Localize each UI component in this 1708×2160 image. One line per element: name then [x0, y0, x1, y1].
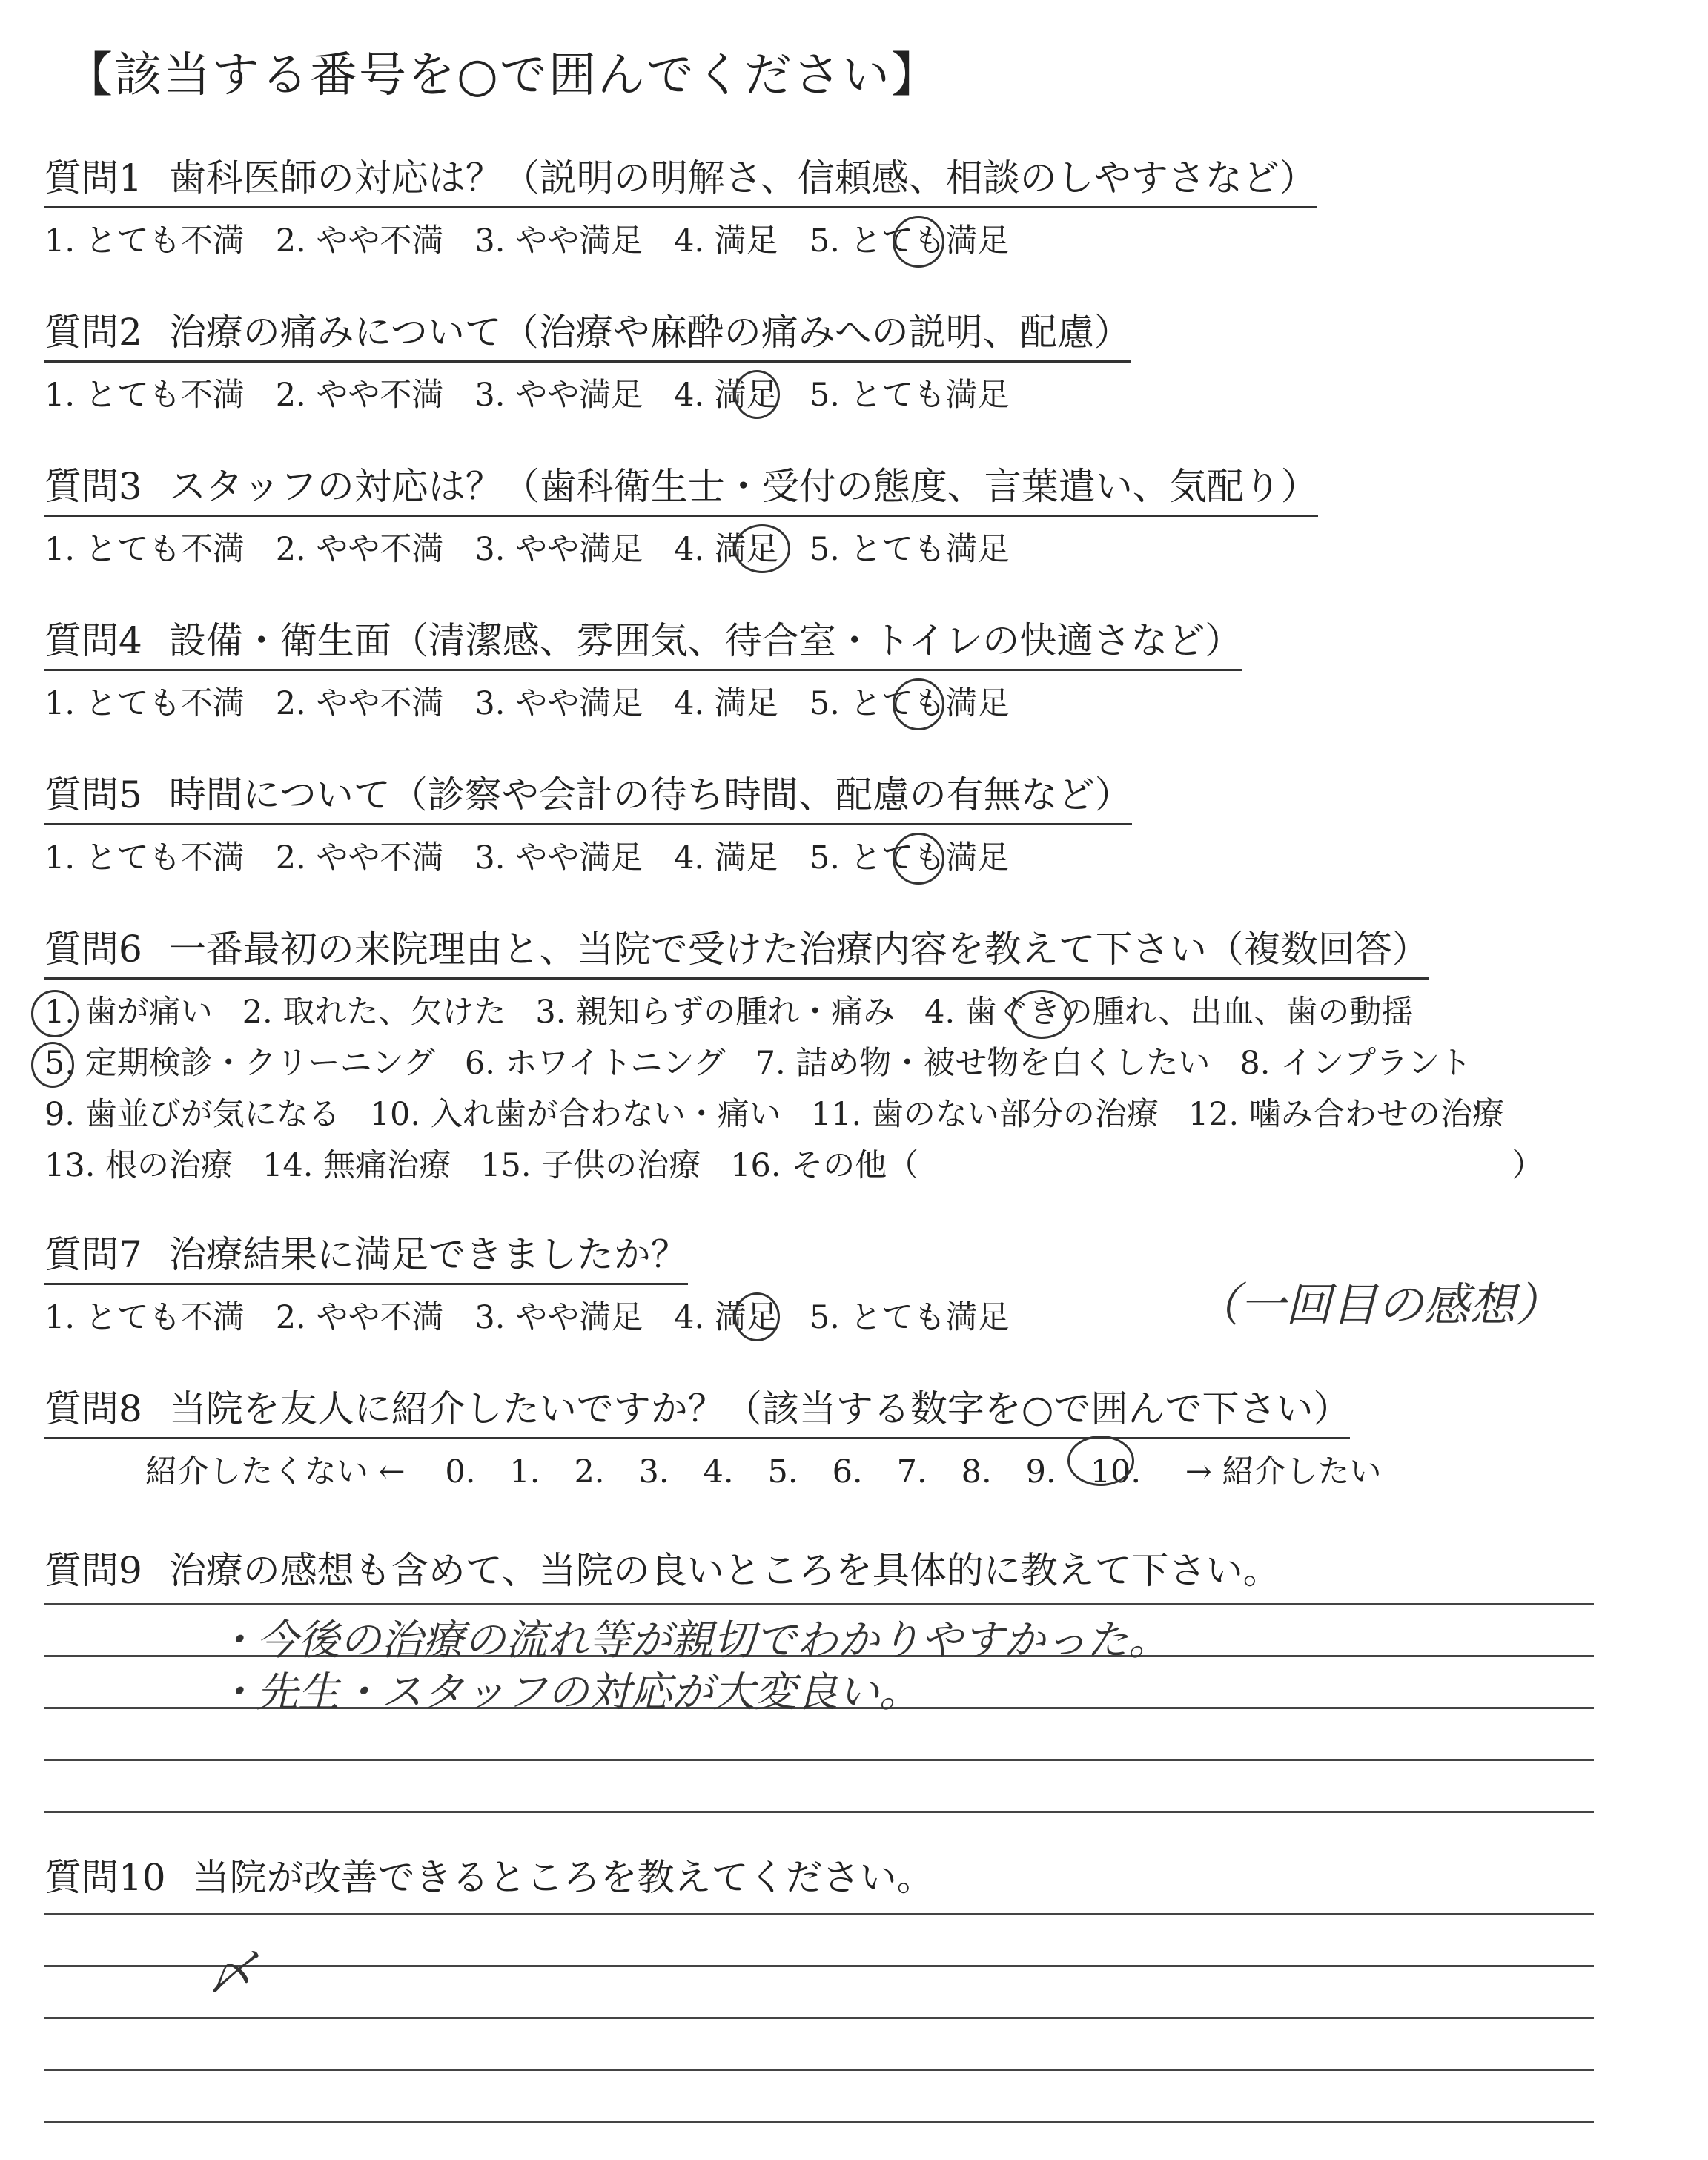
option-3[interactable]: 3. やや満足 [474, 531, 643, 568]
question-text: 当院が改善できるところを教えてください。 [192, 1856, 934, 1899]
scale-left-label: 紹介したくない ← [145, 1453, 406, 1490]
option-3[interactable]: 3. やや満足 [474, 1299, 643, 1336]
question-number: 質問3 [44, 465, 142, 508]
option-5[interactable]: 5. とても満足 [809, 839, 1010, 876]
option-1[interactable]: 1. とても不満 [44, 685, 245, 722]
option-4[interactable]: 4. 満足 [674, 531, 778, 568]
answer-line [44, 1913, 1594, 1915]
question-6 [44, 919, 1543, 1192]
question-number: 質問8 [44, 1387, 142, 1430]
answer-line [44, 1603, 1594, 1605]
answer-line [44, 1965, 1594, 1967]
answer-circle-mark [734, 1292, 780, 1341]
question-3 [44, 457, 1318, 569]
question-text: スタッフの対応は？（歯科衛生士・受付の態度、言葉遣い、気配り） [168, 465, 1318, 508]
option-2[interactable]: 2. やや不満 [275, 685, 444, 722]
option-5[interactable]: 5. とても満足 [809, 222, 1010, 260]
answer-circle-mark [1011, 990, 1072, 1039]
option-3[interactable]: 3. 親知らずの腫れ・痛み [535, 994, 896, 1031]
scale-7[interactable]: 7. [896, 1453, 927, 1490]
answer-circle-mark [31, 1042, 74, 1088]
option-11[interactable]: 11. 歯のない部分の治療 [810, 1096, 1159, 1133]
question-10 [44, 1848, 934, 1901]
option-2[interactable]: 2. やや不満 [275, 377, 444, 414]
question-5 [44, 765, 1132, 878]
question-text: 一番最初の来院理由と、当院で受けた治療内容を教えて下さい（複数回答） [168, 928, 1429, 971]
option-3[interactable]: 3. やや満足 [474, 222, 643, 260]
question-text: 歯科医師の対応は？（説明の明解さ、信頼感、相談のしやすさなど） [168, 156, 1317, 199]
option-4[interactable]: 4. 満足 [674, 685, 778, 722]
option-2[interactable]: 2. やや不満 [275, 222, 444, 260]
scale-0[interactable]: 0. [445, 1453, 476, 1490]
option-8[interactable]: 8. インプラント [1239, 1045, 1472, 1082]
question-text: 時間について（診察や会計の待ち時間、配慮の有無など） [168, 773, 1132, 816]
question-2 [44, 303, 1131, 415]
answer-options [44, 833, 1132, 878]
answer-circle-mark [734, 524, 790, 573]
answer-line [44, 2017, 1594, 2019]
options-row [44, 1140, 1543, 1192]
option-10[interactable]: 10. 入れ歯が合わない・痛い [369, 1096, 781, 1133]
scale-2[interactable]: 2. [574, 1453, 605, 1490]
question-number: 質問5 [44, 773, 142, 816]
other-close-paren: ） [1512, 1147, 1544, 1184]
question-text: 治療の感想も含めて、当院の良いところを具体的に教えて下さい。 [168, 1549, 1280, 1592]
answer-circle-mark [734, 370, 780, 419]
question-4 [44, 611, 1242, 724]
option-4[interactable]: 4. 満足 [674, 377, 778, 414]
options-row [44, 1089, 1543, 1140]
question-number: 質問10 [44, 1856, 166, 1899]
option-2[interactable]: 2. やや不満 [275, 839, 444, 876]
answer-circle-mark [893, 678, 944, 730]
question-number: 質問7 [44, 1233, 142, 1276]
option-5[interactable]: 5. とても満足 [809, 531, 1010, 568]
question-number: 質問1 [44, 156, 142, 199]
option-15[interactable]: 15. 子供の治療 [480, 1147, 701, 1184]
scale-4[interactable]: 4. [703, 1453, 734, 1490]
option-6[interactable]: 6. ホワイトニング [464, 1045, 726, 1082]
question-number: 質問9 [44, 1549, 142, 1592]
question-8 [44, 1379, 1381, 1492]
answer-options [44, 678, 1242, 724]
option-16[interactable]: 16. その他（ [730, 1147, 919, 1184]
treatment-options [44, 987, 1543, 1192]
scale-right-label: → 紹介したい [1185, 1453, 1382, 1490]
answer-options [44, 370, 1131, 415]
option-7[interactable]: 7. 詰め物・被せ物を白くしたい [755, 1045, 1211, 1082]
option-3[interactable]: 3. やや満足 [474, 685, 643, 722]
option-4[interactable]: 4. 満足 [674, 222, 778, 260]
handwritten-answer: 〆 [208, 1946, 255, 2001]
option-12[interactable]: 12. 噛み合わせの治療 [1188, 1096, 1504, 1133]
option-13[interactable]: 13. 根の治療 [44, 1147, 234, 1184]
scale-10[interactable]: 10. [1090, 1453, 1142, 1490]
option-4[interactable]: 4. 満足 [674, 839, 778, 876]
question-1 [44, 148, 1317, 261]
scale-3[interactable]: 3. [638, 1453, 669, 1490]
scale-6[interactable]: 6. [832, 1453, 863, 1490]
answer-line [44, 2121, 1594, 2123]
form-heading: 【該当する番号を○で囲んでください】 [65, 48, 940, 103]
answer-options [44, 524, 1318, 569]
question-text: 当院を友人に紹介したいですか？（該当する数字を○で囲んで下さい） [168, 1387, 1351, 1430]
handwritten-answer: ・今後の治療の流れ等が親切でわかりやすかった。 [215, 1616, 1170, 1665]
option-5[interactable]: 5. とても満足 [809, 685, 1010, 722]
question-9 [44, 1541, 1280, 1594]
option-14[interactable]: 14. 無痛治療 [262, 1147, 451, 1184]
answer-circle-mark [893, 216, 944, 268]
option-3[interactable]: 3. やや満足 [474, 377, 643, 414]
scale-1[interactable]: 1. [509, 1453, 540, 1490]
recommend-scale [145, 1447, 1381, 1492]
option-2[interactable]: 2. やや不満 [275, 531, 444, 568]
question-number: 質問4 [44, 619, 142, 662]
option-3[interactable]: 3. やや満足 [474, 839, 643, 876]
handwritten-answer: ・先生・スタッフの対応が大変良い。 [215, 1668, 921, 1717]
answer-line [44, 1811, 1594, 1813]
handwritten-note: （一回目の感想） [1194, 1278, 1562, 1332]
option-1[interactable]: 1. とても不満 [44, 839, 245, 876]
scale-8[interactable]: 8. [961, 1453, 992, 1490]
options-row [44, 1038, 1543, 1089]
answer-circle-mark [31, 990, 79, 1037]
option-1[interactable]: 1. とても不満 [44, 1299, 245, 1336]
option-4[interactable]: 4. 歯ぐきの腫れ、出血、歯の動揺 [924, 994, 1414, 1031]
option-1[interactable]: 1. とても不満 [44, 531, 245, 568]
option-2[interactable]: 2. やや不満 [275, 1299, 444, 1336]
option-1[interactable]: 1. 歯が痛い [44, 994, 213, 1031]
question-text: 治療結果に満足できましたか？ [168, 1233, 688, 1276]
question-7 [44, 1225, 1041, 1338]
option-5[interactable]: 5. 定期検診・クリーニング [44, 1045, 435, 1082]
answer-circle-mark [1068, 1436, 1134, 1486]
options-row [44, 987, 1543, 1038]
question-number: 質問2 [44, 311, 142, 354]
answer-circle-mark [893, 833, 944, 885]
option-9[interactable]: 9. 歯並びが気になる [44, 1096, 340, 1133]
option-4[interactable]: 4. 満足 [674, 1299, 778, 1336]
answer-options [44, 1292, 1041, 1338]
question-text: 治療の痛みについて（治療や麻酔の痛みへの説明、配慮） [168, 311, 1131, 354]
option-1[interactable]: 1. とても不満 [44, 222, 245, 260]
question-text: 設備・衛生面（清潔感、雰囲気、待合室・トイレの快適さなど） [168, 619, 1242, 662]
option-5[interactable]: 5. とても満足 [809, 1299, 1010, 1336]
scale-9[interactable]: 9. [1025, 1453, 1056, 1490]
option-1[interactable]: 1. とても不満 [44, 377, 245, 414]
option-2[interactable]: 2. 取れた、欠けた [242, 994, 506, 1031]
option-5[interactable]: 5. とても満足 [809, 377, 1010, 414]
answer-line [44, 1759, 1594, 1761]
answer-line [44, 2069, 1594, 2071]
scale-5[interactable]: 5. [767, 1453, 798, 1490]
answer-options [44, 216, 1317, 261]
question-number: 質問6 [44, 928, 142, 971]
